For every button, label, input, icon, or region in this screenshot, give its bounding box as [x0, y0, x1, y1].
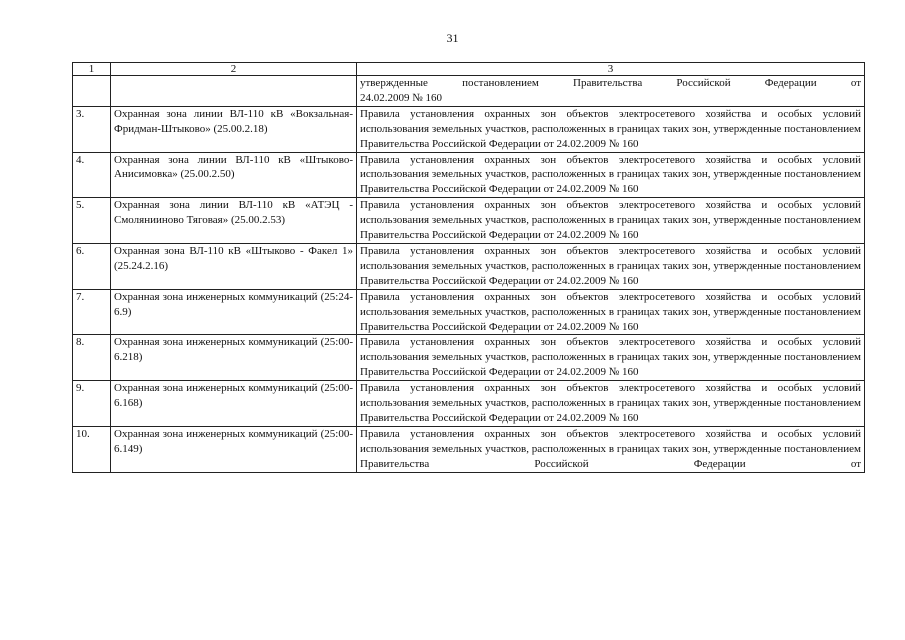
- legal-basis: Правила установления охранных зон объектов электросетевого хозяйства и особых условий использования земельных участков, расположенных в границах таких зон, утвержденные постановлением Правительства Российской Федерации от 24.02.2009 № 160: [357, 289, 865, 335]
- table-row: [73, 243, 865, 289]
- zone-name: Охранная зона инженерных коммуникаций (25:00-6.168): [111, 381, 357, 427]
- zone-name: Охранная зона линии ВЛ-110 кВ «АТЭЦ - Смолянииново Тяговая» (25.00.2.53): [111, 198, 357, 244]
- row-number: 3.: [73, 106, 111, 152]
- zone-name: Охранная зона инженерных коммуникаций (25:00-6.218): [111, 335, 357, 381]
- row-number: 4.: [73, 152, 111, 198]
- row-number: 10.: [73, 426, 111, 472]
- row-number: 7.: [73, 289, 111, 335]
- continuation-num-cell: [73, 76, 111, 107]
- header-row: [73, 63, 865, 76]
- zones-table: [72, 62, 865, 473]
- column-header-1: 1: [73, 63, 111, 76]
- zone-name: Охранная зона ВЛ-110 кВ «Штыково - Факел 1» (25.24.2.16): [111, 243, 357, 289]
- row-number: 9.: [73, 381, 111, 427]
- zone-name: Охранная зона линии ВЛ-110 кВ «Штыково-Анисимовка» (25.00.2.50): [111, 152, 357, 198]
- legal-basis: Правила установления охранных зон объектов электросетевого хозяйства и особых условий использования земельных участков, расположенных в границах таких зон, утвержденные постановлением Правительства Российской Федерации от 24.02.2009 № 160: [357, 152, 865, 198]
- table-row: [73, 106, 865, 152]
- legal-basis: Правила установления охранных зон объектов электросетевого хозяйства и особых условий использования земельных участков, расположенных в границах таких зон, утвержденные постановлением Правительства Российской Федерации от 24.02.2009 № 160: [357, 106, 865, 152]
- row-number: 5.: [73, 198, 111, 244]
- page-number: 31: [446, 31, 459, 45]
- continuation-row: [73, 76, 865, 107]
- column-header-2: 2: [111, 63, 357, 76]
- table-header: [73, 63, 865, 76]
- continuation-basis-cell: [357, 76, 865, 107]
- column-header-3: 3: [357, 63, 865, 76]
- continuation-line-1: утвержденные постановлением Правительства Российской Федерации от: [360, 77, 861, 89]
- table-body: [73, 76, 865, 473]
- legal-basis: Правила установления охранных зон объектов электросетевого хозяйства и особых условий использования земельных участков, расположенных в границах таких зон, утвержденные постановлением Правительства Российской Федерации от 24.02.2009 № 160: [357, 381, 865, 427]
- zone-name: Охранная зона инженерных коммуникаций (25:24-6.9): [111, 289, 357, 335]
- table-row: [73, 381, 865, 427]
- legal-basis: Правила установления охранных зон объектов электросетевого хозяйства и особых условий использования земельных участков, расположенных в границах таких зон, утвержденные постановлением Правительства Российской Федерации от 24.02.2009 № 160: [357, 198, 865, 244]
- legal-basis: Правила установления охранных зон объектов электросетевого хозяйства и особых условий использования земельных участков, расположенных в границах таких зон, утвержденные постановлением Правительства Российской Федерации от 24.02.2009 № 160: [357, 335, 865, 381]
- continuation-line-2: 24.02.2009 № 160: [360, 91, 442, 104]
- table-row: [73, 198, 865, 244]
- zone-name: Охранная зона линии ВЛ-110 кВ «Вокзальная-Фридман-Штыково» (25.00.2.18): [111, 106, 357, 152]
- table-row: [73, 426, 865, 472]
- table-row: [73, 335, 865, 381]
- row-number: 8.: [73, 335, 111, 381]
- table-row: [73, 289, 865, 335]
- row-number: 6.: [73, 243, 111, 289]
- continuation-name-cell: [111, 76, 357, 107]
- legal-basis: Правила установления охранных зон объектов электросетевого хозяйства и особых условий использования земельных участков, расположенных в границах таких зон, утвержденные постановлением Правительства Российской Федерации от: [357, 426, 865, 472]
- legal-basis: Правила установления охранных зон объектов электросетевого хозяйства и особых условий использования земельных участков, расположенных в границах таких зон, утвержденные постановлением Правительства Российской Федерации от 24.02.2009 № 160: [357, 243, 865, 289]
- zone-name: Охранная зона инженерных коммуникаций (25:00-6.149): [111, 426, 357, 472]
- table-row: [73, 152, 865, 198]
